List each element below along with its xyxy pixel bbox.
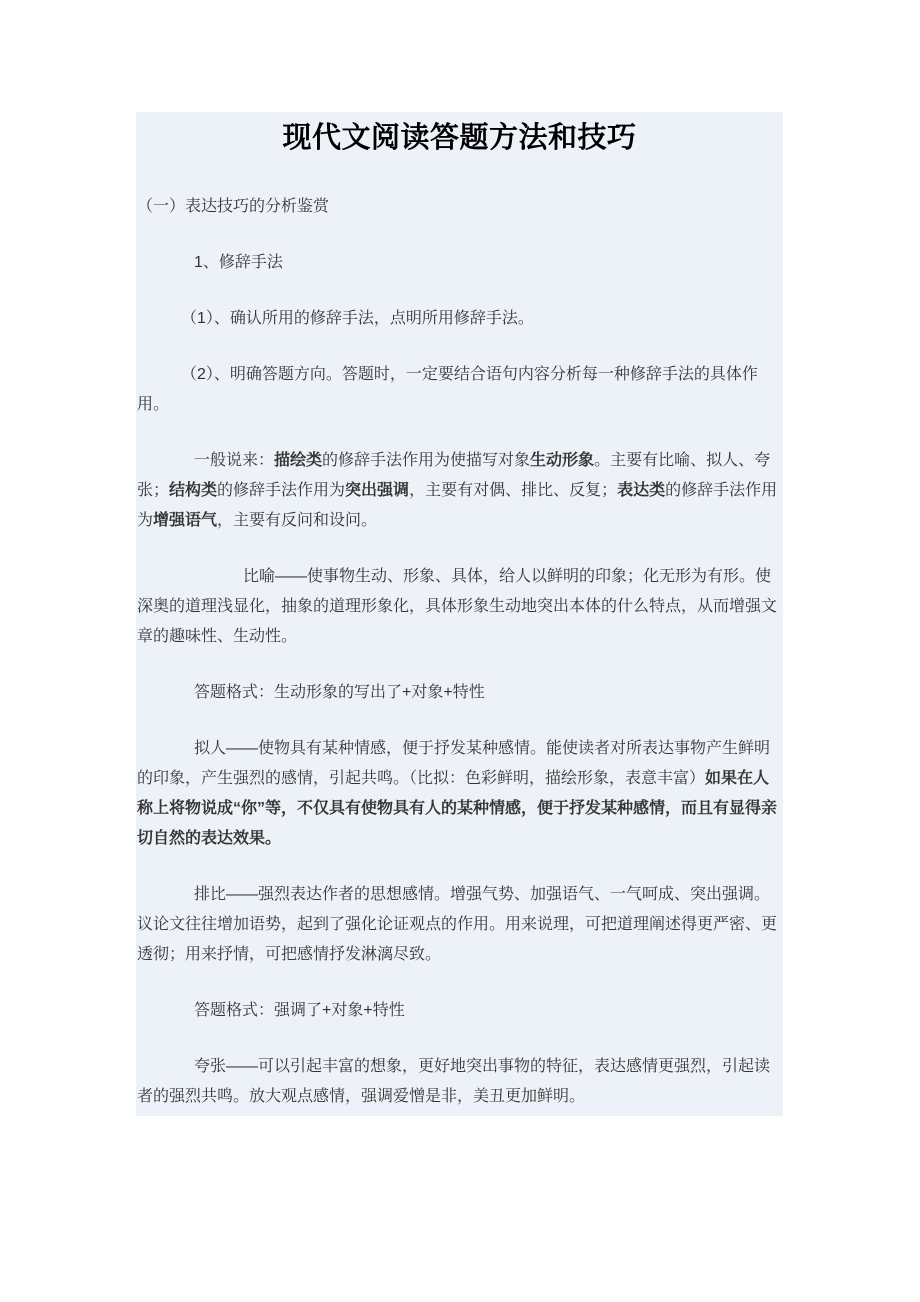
personification-definition bbox=[137, 734, 782, 854]
text-run: ，主要有对偶、排比、反复； bbox=[409, 482, 618, 499]
bold-text-run: 表达类 bbox=[617, 482, 666, 499]
document-paragraphs bbox=[137, 192, 782, 1112]
document-title: 现代文阅读答题方法和技巧 bbox=[282, 122, 637, 154]
point-1-identify-rhetoric bbox=[137, 304, 782, 334]
text-run: 1、修辞手法 bbox=[194, 254, 283, 271]
point-2-answer-direction bbox=[137, 360, 782, 420]
text-run: 答题格式：生动形象的写出了+对象+特性 bbox=[194, 684, 485, 701]
text-run: 的修辞手法作用为使描写对象 bbox=[322, 452, 531, 469]
bold-text-run: 生动形象 bbox=[530, 452, 595, 469]
bold-text-run: 结构类 bbox=[169, 482, 218, 499]
text-run: 一般说来： bbox=[194, 452, 275, 469]
text-run: （2）、明确答题方向。答题时，一定要结合语句内容分析每一种修辞手法的具体作用。 bbox=[137, 366, 758, 413]
text-run: 的修辞手法作用为 bbox=[137, 482, 778, 529]
hyperbole-definition bbox=[137, 1052, 782, 1112]
text-run: （一）表达技巧的分析鉴赏 bbox=[137, 198, 330, 215]
bold-text-run: 增强语气 bbox=[153, 512, 218, 529]
document-content-block bbox=[136, 112, 783, 1116]
text-run: 比喻——使事物生动、形象、具体，给人以鲜明的印象；化无形为有形。使深奥的道理浅显化，抽象的道理形象化，具体形象生动地突出本体的什么特点，从而增强文章的趣味性、生动性。 bbox=[137, 568, 778, 645]
answer-format-metaphor bbox=[137, 678, 782, 708]
metaphor-definition bbox=[137, 562, 782, 652]
text-run: 。主要有比喻、拟人、夸张； bbox=[137, 452, 771, 499]
text-run: 答题格式：强调了+对象+特性 bbox=[194, 1002, 405, 1019]
text-run: （1）、确认所用的修辞手法，点明所用修辞手法。 bbox=[181, 310, 534, 327]
text-run: 拟人——使物具有某种情感，便于抒发某种感情。能使读者对所表达事物产生鲜明的印象，产生强烈的感情，引起共鸣。（比拟：色彩鲜明，描绘形象，表意丰富） bbox=[137, 740, 771, 787]
bold-text-run: 突出强调 bbox=[345, 482, 410, 499]
text-run: 夸张——可以引起丰富的想象，更好地突出事物的特征，表达感情更强烈，引起读者的强烈共鸣。放大观点感情，强调爱憎是非，美丑更加鲜明。 bbox=[137, 1058, 771, 1105]
text-run: ，主要有反问和设问。 bbox=[217, 512, 378, 529]
general-rule bbox=[137, 446, 782, 536]
bold-text-run: 如果在人称上将物说成“你”等，不仅具有使物具有人的某种情感，便于抒发某种感情，而且有显得亲切自然的表达效果。 bbox=[137, 770, 778, 847]
answer-format-parallelism bbox=[137, 996, 782, 1026]
bold-text-run: 描绘类 bbox=[274, 452, 323, 469]
text-run: 排比——强烈表达作者的思想感情。增强气势、加强语气、一气呵成、突出强调。议论文往往增加语势，起到了强化论证观点的作用。用来说理，可把道理阐述得更严密、更透彻；用来抒情，可把感情抒发淋漓尽致。 bbox=[137, 886, 778, 963]
numbered-item-rhetoric bbox=[137, 248, 782, 278]
parallelism-definition bbox=[137, 880, 782, 970]
text-run: 的修辞手法作用为 bbox=[217, 482, 346, 499]
section-heading bbox=[137, 192, 782, 222]
